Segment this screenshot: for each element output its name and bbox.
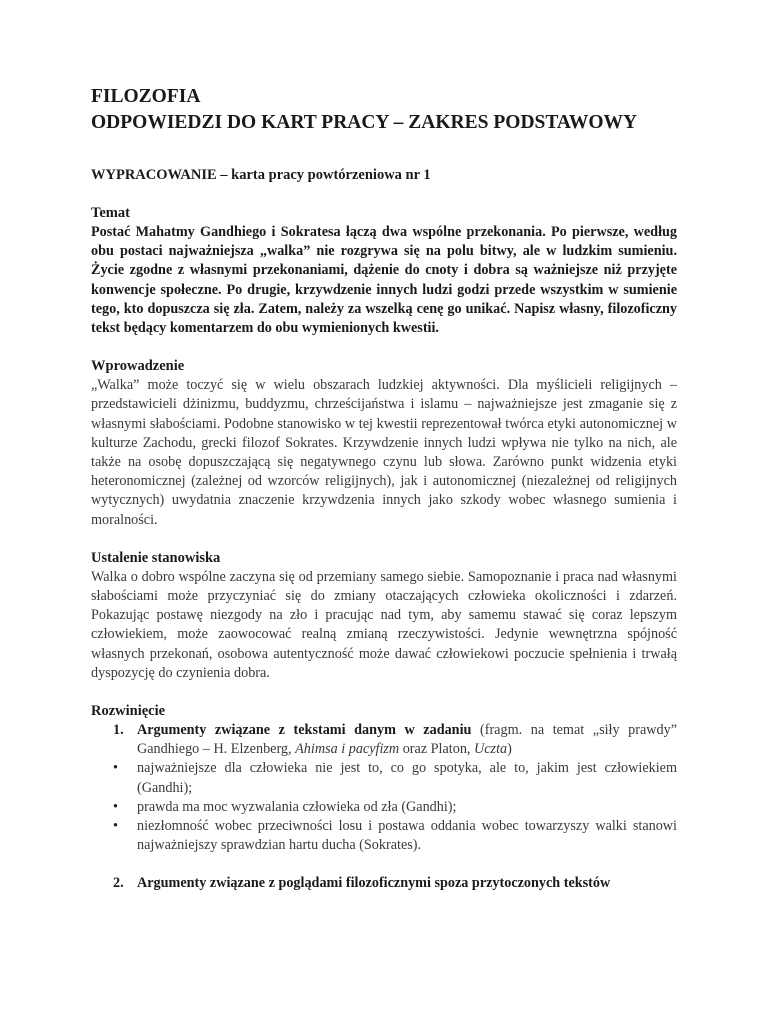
list-item-1-text-c: ) <box>507 741 512 758</box>
section-wprowadzenie <box>91 357 677 530</box>
list-item-numbered-2 <box>91 874 677 893</box>
section-heading-stanowisko: Ustalenie stanowiska <box>91 549 221 566</box>
document-title <box>91 84 677 136</box>
bullet-icon: • <box>113 760 118 777</box>
section-rozwiniecie <box>91 702 677 894</box>
list-item <box>91 817 677 855</box>
rozwiniecie-list-2 <box>91 874 677 893</box>
list-item-1-text-b: oraz Platon, <box>399 741 475 758</box>
section-heading-rozwiniecie: Rozwinięcie <box>91 703 166 720</box>
list-item-1-title-a: Ahimsa i pacyfizm <box>295 741 400 758</box>
list-item <box>91 798 677 817</box>
stanowisko-text: Walka o dobro wspólne zaczyna się od przemiany samego siebie. Samopoznanie i praca nad własnymi słabościami może przyczyniać się do zmiany otaczających człowieka okoliczności i zdarzeń. Pokazując postawę niezgody na zło i pracując nad tym, aby samemu stawać się coraz lepszym człowiekiem, może zaowocować realną zmianą rzeczywistości. Jedynie wewnętrzna spójność własnych przekonań, osobowa autentyczność może dawać człowiekowi poczucie spełnienia i trwałą dyspozycję do czynienia dobra. <box>91 568 677 681</box>
section-stanowisko <box>91 549 677 683</box>
rozwiniecie-list <box>91 721 677 855</box>
worksheet-subtitle: WYPRACOWANIE – karta pracy powtórzeniowa nr 1 <box>91 167 431 183</box>
bullet-text-1: najważniejsze dla człowieka nie jest to, co go spotyka, ale to, jakim jest człowiekiem (Gandhi); <box>137 760 677 796</box>
temat-text: Postać Mahatmy Gandhiego i Sokratesa łączą dwa wspólne przekonania. Po pierwsze, według obu postaci najważniejsza „walka” nie rozgrywa się na polu bitwy, ale w ludzkim sumieniu. Życie zgodne z własnymi przekonaniami, dążenie do cnoty i dobra są ważniejsze niż przyjęte konwencje społeczne. Po drugie, krzywdzenie innych ludzi godzi przede wszystkim w sumienie tego, kto dopuszcza się zła. Zatem, należy za wszelką cenę go unikać. Napisz własny, filozoficzny tekst będący komentarzem do obu wymienionych kwestii. <box>91 224 677 337</box>
list-item-1-text-a: (fragm. na temat „siły prawdy” Gandhiego – H. Elzenberg, <box>137 722 677 758</box>
title-main: ODPOWIEDZI DO KART PRACY – ZAKRES PODSTAWOWY <box>91 112 638 133</box>
list-number-1: 1. <box>113 722 124 739</box>
list-item-numbered-1 <box>91 721 677 759</box>
document-page <box>91 84 677 894</box>
list-item-1-title-b: Uczta <box>474 741 508 758</box>
bullet-text-3: niezłomność wobec przeciwności losu i postawa oddania wobec towarzyszy walki stanowi najważniejszy sprawdzian hartu ducha (Sokrates). <box>137 818 677 854</box>
bullet-icon: • <box>113 818 118 835</box>
list-item <box>91 759 677 797</box>
list-number-2: 2. <box>113 875 124 892</box>
title-subject: FILOZOFIA <box>91 86 201 107</box>
section-heading-temat: Temat <box>91 205 130 221</box>
wprowadzenie-text: „Walka” może toczyć się w wielu obszarach ludzkiej aktywności. Dla myślicieli religijnych – przedstawicieli dżinizmu, buddyzmu, chrześcijaństwa i islamu – najważniejsze jest zmaganie się z własnymi słabościami. Podobne stanowisko w tej kwestii reprezentował twórca etyki autonomicznej w kulturze Zachodu, grecki filozof Sokrates. Krzywdzenie innych ludzi wpływa nie tylko na nich, ale także na osobę dopuszczającą się negatywnego czynu lub słowa. Zarówno punkt widzenia etyki heteronomicznej (zależnej od wzorców religijnych), jak i autonomicznej (niezależnej od religijnych wytycznych) uwydatnia znaczenie krzywdzenia innych jako szkody wobec własnego sumienia i moralności. <box>91 377 677 528</box>
section-temat <box>91 204 677 338</box>
list-item-1-heading: Argumenty związane z tekstami danym w zadaniu <box>137 722 472 739</box>
section-heading-wprowadzenie: Wprowadzenie <box>91 358 185 375</box>
bullet-icon: • <box>113 798 118 815</box>
list-item-2-heading: Argumenty związane z poglądami filozoficznymi spoza przytoczonych tekstów <box>137 875 611 892</box>
bullet-text-2: prawda ma moc wyzwalania człowieka od zła (Gandhi); <box>137 798 457 815</box>
